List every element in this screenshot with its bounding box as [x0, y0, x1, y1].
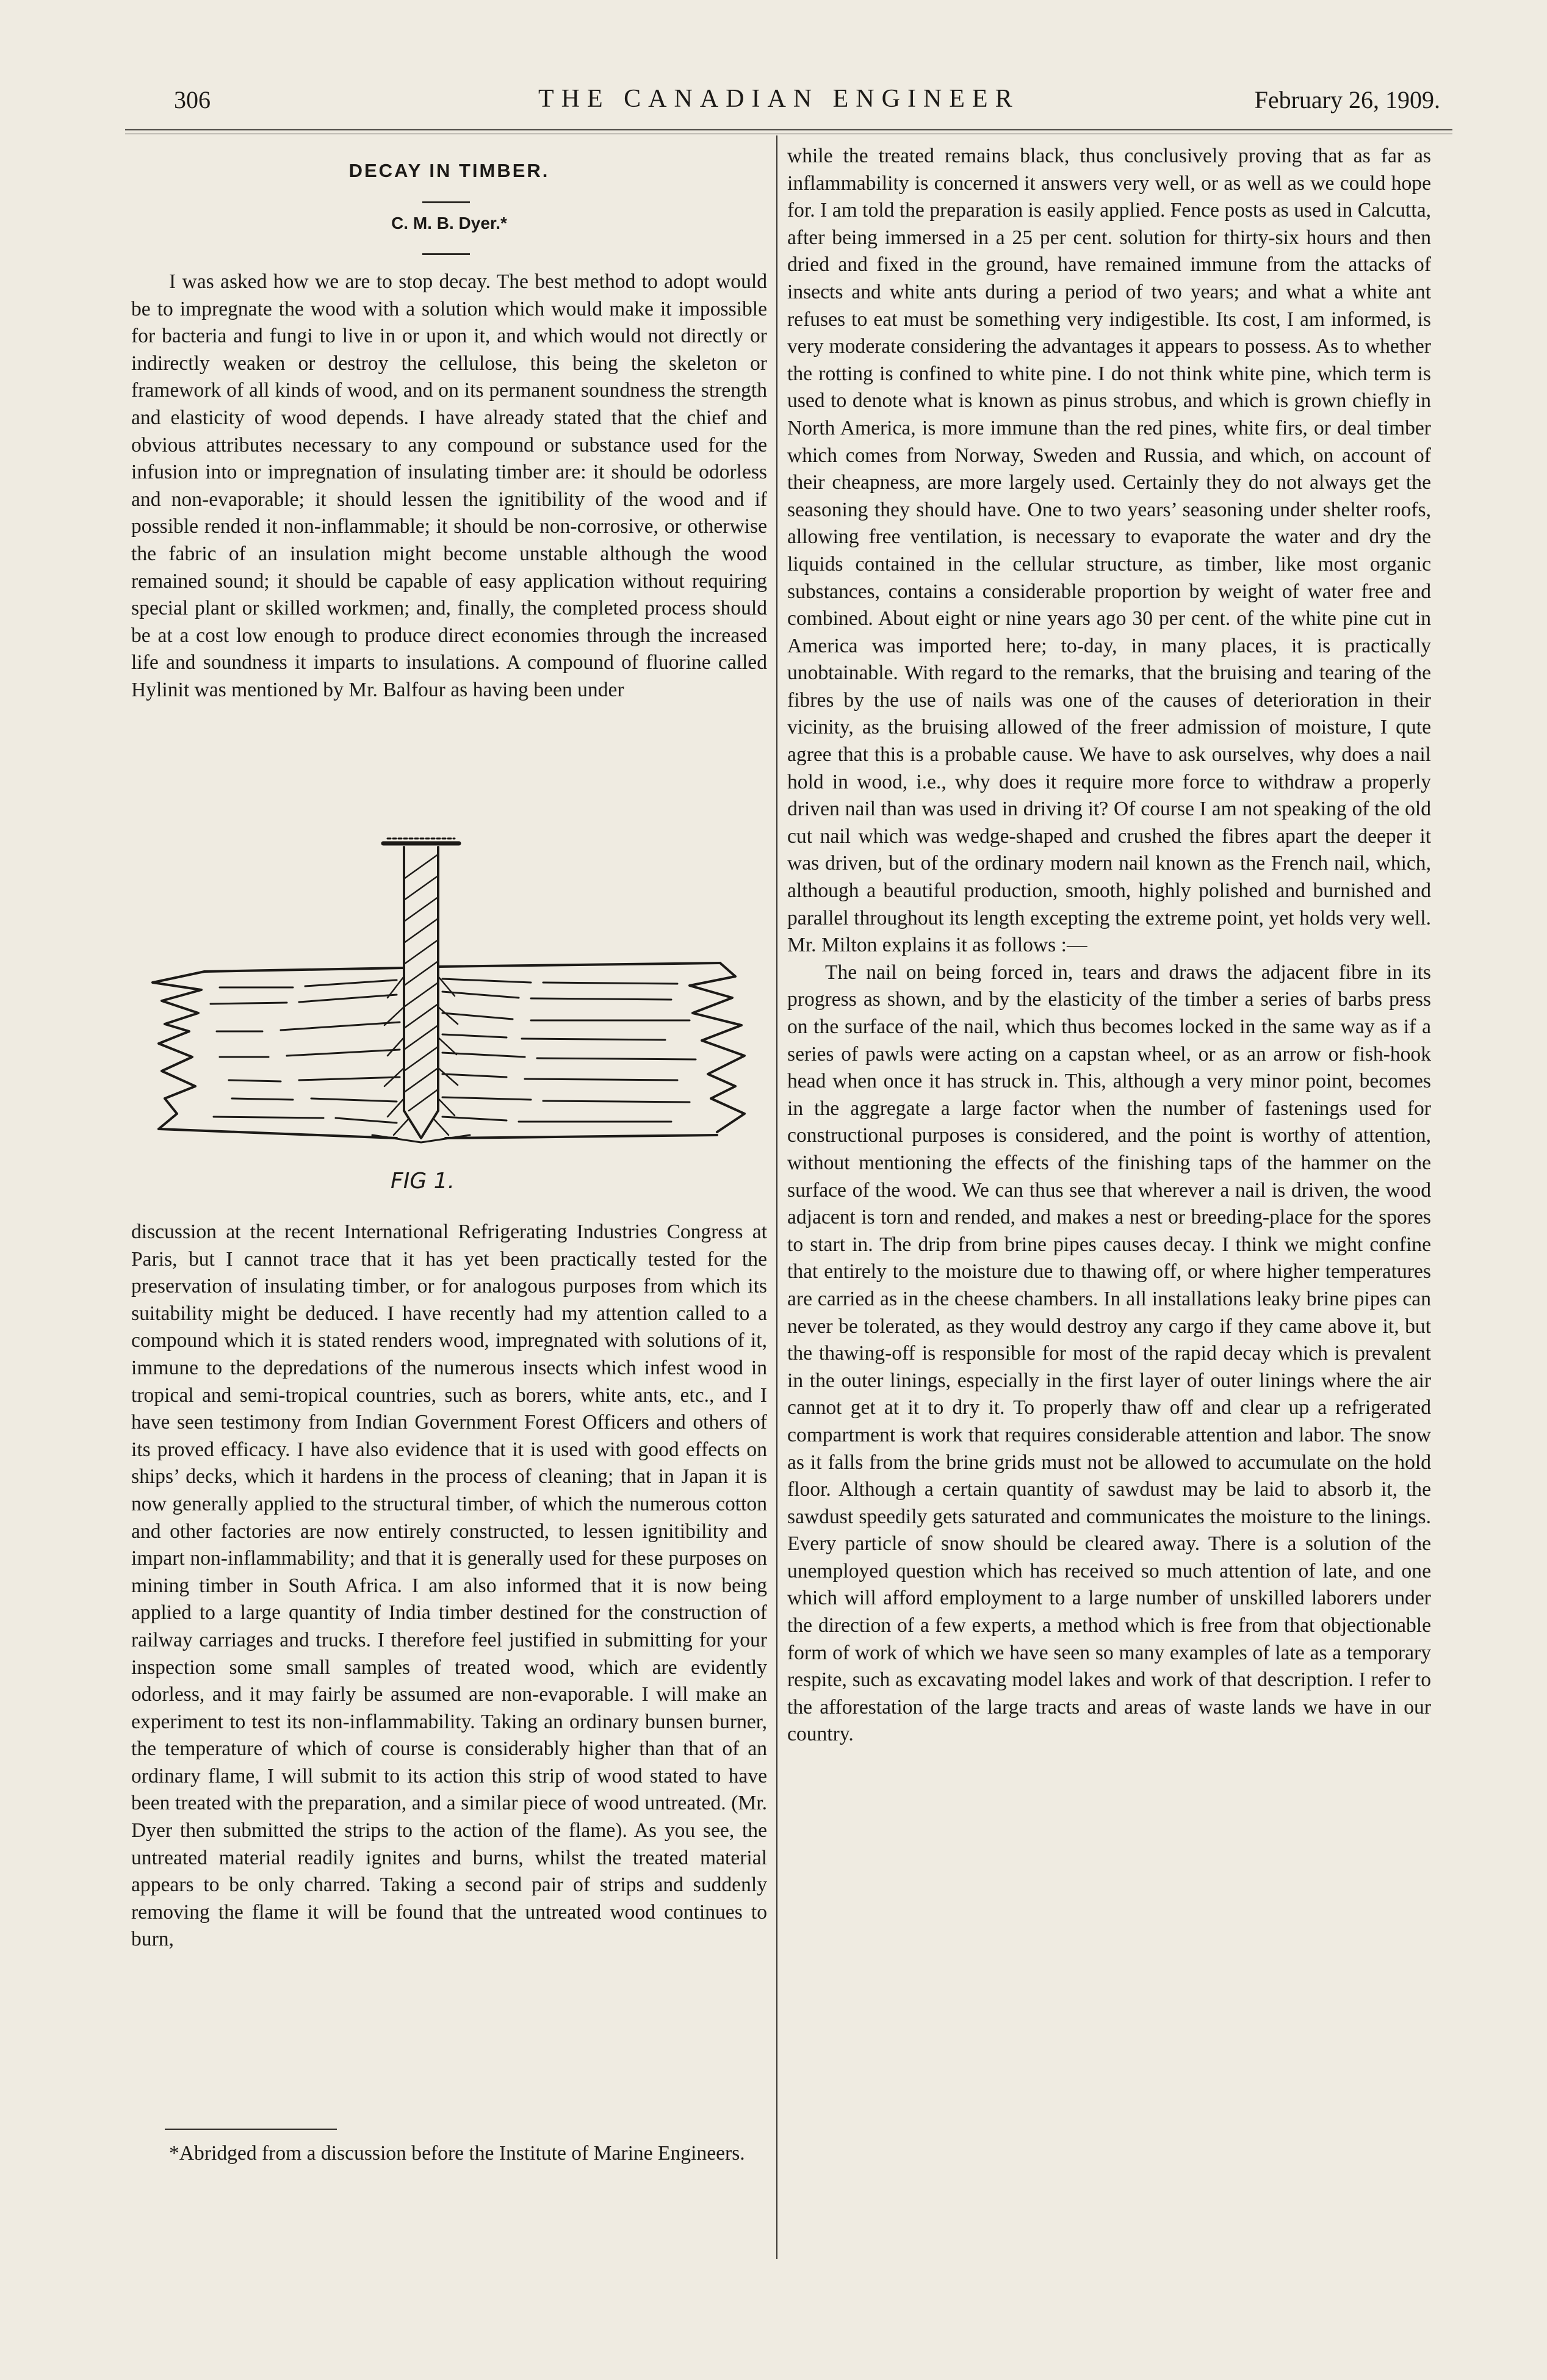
- issue-date: February 26, 1909.: [1254, 86, 1440, 114]
- paragraph: discussion at the recent International Refrigerating Industries Congress at Paris, but I cannot trace that it has yet been practically tested for the preservation of insulating timber, or for analogous purposes from which its suitability might be deduced. I have recently had my attention called to a compound which it is stated renders wood, impregnated with solutions of it, immune to the depredations of the numerous insects which infest wood in tropical and semi-tropical countries, such as borers, white ants, etc., and I have seen testimony from Indian Government Forest Officers and others of its proved efficacy. I have also evidence that it is used with good effects on ships’ decks, which it hardens in the process of cleaning; that in Japan it is now generally applied to the structural timber, of which the numerous cotton and other factories are now entirely constructed, to lessen ignitibility and impart non-inflammability; and that it is generally used for these purposes on mining timber in South Africa. I am also informed that it is now being applied to a large quantity of India timber destined for the construction of railway carriages and trucks. I therefore feel justified in submitting for your inspection some small samples of treated wood, which are evidently odorless, and it may fairly be assumed are non-evaporable. I will make an experiment to test its non-inflammability. Taking an ordinary bunsen burner, the temperature of which of course is considerably higher than that of an ordinary flame, I will submit to its action this strip of wood stated to have been treated with the preparation, and a similar piece of wood untreated. (Mr. Dyer then submitted the strips to the action of the flame). As you see, the untreated material readily ignites and burns, whilst the treated material appears to be only charred. Taking a second pair of strips and suddenly removing the flame it will be found that the untreated wood continues to burn,: [131, 1221, 767, 1951]
- right-column: [787, 143, 1431, 1748]
- title-rule: [422, 201, 470, 203]
- byline-rule: [422, 253, 470, 255]
- left-column-bottom: [131, 1219, 767, 1953]
- footnote-rule: [165, 2129, 337, 2130]
- page-number: 306: [174, 86, 211, 114]
- footnote: [131, 2140, 767, 2168]
- column-divider: [776, 135, 777, 2259]
- header-rule: [125, 129, 1452, 134]
- article-title: DECAY IN TIMBER.: [348, 160, 550, 181]
- page-header: [165, 78, 1440, 121]
- paragraph: I was asked how we are to stop decay. The best method to adopt would be to impregnate the wood with a solution which would make it impossible for bacteria and fungi to live in or upon it, and which would not directly or indirectly weaken or destroy the cellulose, this being the skeleton or framework of all kinds of wood, and on its permanent soundness the strength and elasticity of wood depends. I have already stated that the chief and obvious attributes necessary to any compound or substance used for the infusion into or impregnation of insulating timber are: it should be odorless and non-evaporable; it should lessen the ignitibility of the wood and if possible rended it non-inflammable; it should be non-corrosive, or otherwise the fabric of an insulation might become unstable although the wood remained sound; it should be capable of easy application without requiring special plant or skilled workmen; and, finally, the completed process should be at a cost low enough to produce direct economies through the increased life and soundness it imparts to insulations. A compound of fluorine called Hylinit was mentioned by Mr. Balfour as having been under: [131, 270, 767, 701]
- nail-figure: [140, 830, 757, 1208]
- journal-title: THE CANADIAN ENGINEER: [538, 85, 1020, 113]
- footnote-text: *Abridged from a discussion before the Institute of Marine Engineers.: [169, 2142, 745, 2165]
- paragraph: while the treated remains black, thus conclusively proving that as far as inflammability is concerned it answers very well, or as well as we could hope for. I am told the preparation is easily applied. Fence posts as used in Calcutta, after being immersed in a 25 per cent. solution for thirty-six hours and then dried and fixed in the ground, have remained immune from the attacks of insects and white ants during a period of two years; and what a white ant refuses to eat must be something very indigestible. Its cost, I am informed, is very moderate considering the advantages it appears to possess. As to whether the rotting is confined to white pine. I do not think white pine, which term is used to denote what is known as pinus strobus, and which is grown chiefly in North America, is more immune than the red pines, white firs, or deal timber which comes from Norway, Sweden and Russia, and which, on account of their cheapness, are more largely used. Certainly they do not always get the seasoning they should have. One to two years’ seasoning under shelter roofs, allowing free ventilation, is necessary to evaporate the water and dry the liquids contained in the cellular structure, as timber, like most organic substances, contains a considerable proportion by weight of water free and combined. About eight or nine years ago 30 per cent. of the white pine cut in America was imported here; to-day, in many places, it is practically unobtainable. With regard to the remarks, that the bruising and tearing of the fibres by the use of nails was one of the causes of deterioration in their vicinity, as the bruising allowed of the freer admission of moisture, I qute agree that this is a probable cause. We have to ask ourselves, why does a nail hold in wood, i.e., why does it require more force to withdraw a properly driven nail than was used in driving it? Of course I am not speaking of the old cut nail which was wedge-shaped and crushed the fibres apart the deeper it was driven, but of the ordinary modern nail known as the French nail, which, although a beautiful production, smooth, highly polished and burnished and parallel throughout its length excepting the extreme point, yet holds very well. Mr. Milton explains it as follows :—: [787, 145, 1431, 957]
- left-column-top: [131, 269, 767, 704]
- nail-illustration: [140, 830, 757, 1208]
- figure-caption: FIG 1.: [391, 1169, 455, 1194]
- byline: C. M. B. Dyer.*: [391, 214, 507, 233]
- paragraph: The nail on being forced in, tears and draws the adjacent fibre in its progress as shown, and by the elasticity of the timber a series of barbs press on the surface of the nail, which thus becomes locked in the same way as if a series of pawls were acting on a capstan wheel, or as an arrow or fish-hook head when once it has struck in. This, although a very minor point, becomes in the aggregate a large factor when the number of fastenings used for constructional purposes is considered, and the point is worthy of attention, without mentioning the effects of the finishing taps of the hammer on the surface of the wood. We can thus see that wherever a nail is driven, the wood adjacent is torn and rended, and makes a nest or breeding-place for the spores to start in. The drip from brine pipes causes decay. I think we might confine that entirely to the moisture due to thawing off, or where higher temperatures are carried as in the cheese chambers. In all installations leaky brine pipes can never be tolerated, as they would destroy any cargo if they came above it, but the thawing-off is responsible for most of the rapid decay which is prevalent in the outer linings, especially in the first layer of outer linings where the air cannot get at it to dry it. To properly thaw off and clear up a refrigerated compartment is work that requires considerable attention and labor. The snow as it falls from the brine grids must not be allowed to accumulate on the hold floor. Although a certain quantity of sawdust may be laid to absorb it, the sawdust speedily gets saturated and communicates the moisture to the linings. Every particle of snow should be cleared away. There is a solution of the unemployed question which has received so much attention of late, and one which will afford employment to a large number of unskilled laborers under the direction of a few experts, a method which is free from that objectionable form of work of which we have seen so many examples of late as a temporary respite, such as excavating model lakes and work of that description. I refer to the afforestation of the large tracts and areas of waste lands we have in our country.: [787, 961, 1431, 1746]
